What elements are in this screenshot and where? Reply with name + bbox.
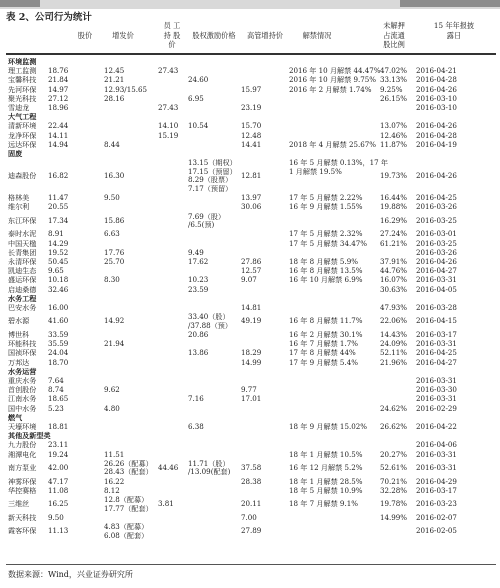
- unpledged-ratio: 19.73%: [380, 171, 408, 181]
- unpledged-ratio: 52.11%: [380, 348, 408, 358]
- company-name: 聚光科技: [8, 93, 37, 103]
- company-name: 三维丝: [8, 499, 30, 509]
- unpledged-ratio: 32.28%: [380, 485, 408, 495]
- report-date: 2016-03-25: [416, 238, 457, 248]
- employee-price: 27.43: [158, 66, 179, 76]
- unpledged-ratio: 14.99%: [380, 512, 408, 522]
- stock-price: 17.34: [48, 215, 69, 225]
- stock-price: 18.81: [48, 422, 69, 431]
- unpledged-ratio: 70.21%: [380, 476, 408, 486]
- bottom-rule: [6, 564, 496, 565]
- unpledged-ratio: 24.09%: [380, 339, 408, 349]
- stock-price: 14.29: [48, 238, 69, 248]
- report-date: 2016-04-29: [416, 476, 457, 486]
- executive-price: 14.99: [241, 357, 262, 367]
- unpledged-ratio: 12.46%: [380, 130, 408, 140]
- unlock-info: 2016 年 10 月解禁 9.75%: [289, 75, 377, 85]
- table-row: [0, 405, 500, 414]
- section-label: 大气工程: [8, 112, 37, 122]
- report-date: 2016-03-17: [416, 485, 457, 495]
- top-bar-segment: [400, 0, 500, 7]
- issue-price: 4.80: [104, 403, 120, 413]
- executive-price: 7.00: [241, 512, 257, 522]
- section-label: 燃气: [8, 412, 23, 422]
- stock-price: 11.08: [48, 485, 69, 495]
- executive-price: 49.19: [241, 316, 262, 326]
- issue-price: 28.16: [104, 93, 125, 103]
- data-source: 数据来源：Wind，兴业证券研究所: [8, 570, 133, 579]
- company-name: 先河环保: [8, 84, 37, 94]
- executive-price: 12.81: [241, 171, 262, 181]
- unlock-info: 2016 年 2 月解禁 1.74%: [289, 84, 372, 94]
- table-row: [0, 451, 500, 460]
- stock-price: 18.70: [48, 357, 69, 367]
- incentive-price: 33.40（股） /37.88（预）: [188, 312, 232, 330]
- unpledged-ratio: 44.76%: [380, 266, 408, 276]
- company-name: 九力股份: [8, 440, 37, 450]
- unpledged-ratio: 24.62%: [380, 403, 408, 413]
- section-label: 其他及新型类: [8, 431, 51, 441]
- header-label: 员 工 持 股 价: [163, 21, 181, 49]
- stock-price: 20.55: [48, 202, 69, 212]
- unlock-info: 16 年 2 月解禁 30.1%: [289, 330, 363, 339]
- employee-price: 14.10: [158, 121, 179, 131]
- unlock-info: 2016 年 10 月解禁 44.47%: [289, 66, 381, 76]
- company-name: 长青集团: [8, 247, 37, 257]
- header-label: 股权激励价格: [192, 31, 236, 40]
- unlock-info: 18 年 1 月解禁 28.5%: [289, 476, 363, 486]
- stock-price: 8.74: [48, 385, 64, 395]
- header-label: 未解押 占流通 股比例: [383, 21, 405, 49]
- stock-price: 22.44: [48, 121, 69, 131]
- section-label: 环境监测: [8, 57, 37, 66]
- header-price: [70, 31, 100, 41]
- unlock-info: 17 年 8 月解禁 44%: [289, 348, 356, 358]
- incentive-price: 17.62: [188, 257, 209, 266]
- header-label: 增发价: [112, 31, 134, 40]
- stock-price: 11.47: [48, 193, 69, 203]
- header-rule: [6, 53, 496, 55]
- section-label: 水务运营: [8, 366, 37, 376]
- company-name: 新天科技: [8, 512, 37, 522]
- header-executive-price: [240, 31, 290, 41]
- table-row: [0, 304, 500, 313]
- report-date: 2016-04-06: [416, 440, 457, 450]
- report-date: 2016-04-26: [416, 171, 457, 181]
- unlock-info: 16 年 10 月解禁 6.9%: [289, 275, 363, 285]
- stock-price: 10.18: [48, 275, 69, 285]
- table-row: [0, 359, 500, 368]
- incentive-price: 10.23: [188, 275, 209, 285]
- report-date: 2016-03-31: [416, 394, 457, 404]
- stock-price: 16.00: [48, 303, 69, 312]
- stock-price: 47.17: [48, 476, 69, 486]
- unpledged-ratio: 26.62%: [380, 422, 408, 431]
- unpledged-ratio: 19.88%: [380, 202, 408, 212]
- unlock-info: 18 年 8 月解禁 5.9%: [289, 257, 358, 266]
- report-date: 2016-03-31: [416, 449, 457, 459]
- issue-price: 15.86: [104, 215, 125, 225]
- table-row: [0, 141, 500, 150]
- unlock-info: 18 年 1 月解禁 10.5%: [289, 449, 363, 459]
- table-row: [0, 496, 500, 514]
- table-row: [0, 203, 500, 212]
- executive-price: 15.97: [241, 84, 262, 94]
- company-name: 格林美: [8, 193, 30, 203]
- unlock-info: 16 年 9 月解禁 1.55%: [289, 202, 363, 212]
- unpledged-ratio: 16.07%: [380, 275, 408, 285]
- company-name: 霞客环保: [8, 526, 37, 536]
- stock-price: 5.23: [48, 403, 64, 413]
- unlock-info: 17 年 5 月解禁 34.47%: [289, 238, 367, 248]
- table-row: [0, 514, 500, 523]
- stock-price: 24.04: [48, 348, 69, 358]
- report-date: 2016-03-01: [416, 229, 457, 239]
- issue-price: 25.70: [104, 257, 125, 266]
- unlock-info: 16 年 5 月解禁 0.13%，17 年 1 月解禁 19.5%: [289, 158, 388, 176]
- employee-price: 27.43: [158, 103, 179, 112]
- unpledged-ratio: 16.29%: [380, 215, 408, 225]
- issue-price: 16.22: [104, 476, 125, 486]
- executive-price: 17.01: [241, 394, 262, 404]
- stock-price: 18.76: [48, 66, 69, 76]
- issue-price: 11.51: [104, 449, 125, 459]
- stock-price: 50.45: [48, 257, 69, 266]
- report-date: 2016-04-21: [416, 66, 457, 76]
- issue-price: 4.83（配募） 6.08（配套）: [104, 522, 149, 540]
- employee-price: 44.46: [158, 463, 179, 473]
- executive-price: 12.57: [241, 266, 262, 276]
- company-name: 宝馨科技: [8, 75, 37, 85]
- incentive-price: 7.16: [188, 394, 204, 404]
- report-date: 2016-02-29: [416, 403, 457, 413]
- report-date: 2016-04-26: [416, 257, 457, 266]
- unlock-info: 16 年 7 月解禁 1.7%: [289, 339, 358, 349]
- unlock-info: 17 年 5 月解禁 2.22%: [289, 193, 363, 203]
- report-date: 2016-04-26: [416, 84, 457, 94]
- unpledged-ratio: 13.07%: [380, 121, 408, 131]
- table-row: [0, 213, 500, 231]
- issue-price: 21.94: [104, 339, 125, 349]
- unlock-info: 18 年 7 月解禁 9.1%: [289, 499, 358, 509]
- issue-price: 14.92: [104, 316, 125, 326]
- unlock-info: 17 年 5 月解禁 2.32%: [289, 229, 363, 239]
- stock-price: 18.65: [48, 394, 69, 404]
- executive-price: 14.81: [241, 303, 262, 312]
- unlock-info: 16 年 12 月解禁 5.2%: [289, 463, 363, 473]
- company-name: 雪迪龙: [8, 103, 30, 112]
- unpledged-ratio: 9.25%: [380, 84, 403, 94]
- company-name: 首创股份: [8, 385, 37, 395]
- company-name: 龙净环保: [8, 130, 37, 140]
- top-bar: [0, 0, 500, 9]
- executive-price: 23.19: [241, 103, 262, 112]
- header-label: 15 年年报披 露日: [433, 21, 475, 40]
- report-date: 2016-04-26: [416, 121, 457, 131]
- stock-price: 9.65: [48, 266, 64, 276]
- report-date: 2016-03-31: [416, 376, 457, 385]
- issue-price: 16.30: [104, 171, 125, 181]
- unpledged-ratio: 16.44%: [380, 193, 408, 203]
- table-row: [0, 313, 500, 331]
- unlock-info: 2018 年 4 月解禁 25.67%: [289, 139, 377, 149]
- executive-price: 9.07: [241, 275, 257, 285]
- table-row: [0, 159, 500, 194]
- report-date: 2016-03-10: [416, 93, 457, 103]
- company-name: 凯迪生态: [8, 266, 37, 276]
- stock-price: 9.50: [48, 512, 64, 522]
- executive-price: 14.41: [241, 139, 262, 149]
- report-date: 2016-03-30: [416, 385, 457, 395]
- section-label: 水务工程: [8, 293, 37, 303]
- report-date: 2016-02-05: [416, 526, 457, 536]
- stock-price: 35.59: [48, 339, 69, 349]
- company-name: 盛运环保: [8, 275, 37, 285]
- unpledged-ratio: 30.63%: [380, 284, 408, 294]
- table-row: [0, 423, 500, 432]
- unpledged-ratio: 37.91%: [380, 257, 408, 266]
- stock-price: 16.25: [48, 499, 69, 509]
- report-date: 2016-04-27: [416, 266, 457, 276]
- section-label: 固废: [8, 149, 23, 158]
- report-date: 2016-03-31: [416, 463, 457, 473]
- incentive-price: 13.15（期权） 17.15（预留） 8.29（股票） 7.17（预留）: [188, 158, 237, 193]
- company-name: 迪森股份: [8, 171, 37, 181]
- stock-price: 14.94: [48, 139, 69, 149]
- stock-price: 23.11: [48, 440, 69, 450]
- stock-price: 7.64: [48, 376, 64, 385]
- table-title: 表 2、公司行为统计: [6, 12, 92, 23]
- report-date: 2016-02-07: [416, 512, 457, 522]
- issue-price: 12.8（配募） 17.77（配套）: [104, 495, 153, 513]
- stock-price: 14.97: [48, 84, 69, 94]
- report-date: 2016-03-26: [416, 247, 457, 257]
- issue-price: 12.93/15.65: [104, 84, 148, 94]
- incentive-price: 11.71（股） /13.09(配套): [188, 458, 231, 477]
- unpledged-ratio: 47.02%: [380, 66, 408, 76]
- report-date: 2016-03-17: [416, 330, 457, 339]
- stock-price: 21.84: [48, 75, 69, 85]
- incentive-price: 24.60: [188, 75, 209, 85]
- table-row: [0, 104, 500, 113]
- stock-price: 41.60: [48, 316, 69, 326]
- executive-price: 15.70: [241, 121, 262, 131]
- company-name: 远达环保: [8, 139, 37, 149]
- section-row: [0, 150, 500, 159]
- stock-price: 42.00: [48, 463, 69, 473]
- issue-price: 21.21: [104, 75, 125, 85]
- company-name: 维尔利: [8, 202, 30, 212]
- company-name: 环能科技: [8, 339, 37, 349]
- header-label: 股价: [77, 31, 93, 40]
- unpledged-ratio: 14.43%: [380, 330, 408, 339]
- stock-price: 16.82: [48, 171, 69, 181]
- issue-price: 17.76: [104, 247, 125, 257]
- incentive-price: 7.69（股） /6.5(预): [188, 211, 226, 230]
- employee-price: 3.81: [158, 499, 174, 509]
- report-date: 2016-03-23: [416, 499, 457, 509]
- issue-price: 9.50: [104, 193, 120, 203]
- executive-price: 28.38: [241, 476, 262, 486]
- executive-price: 27.89: [241, 526, 262, 536]
- report-date: 2016-04-25: [416, 348, 457, 358]
- stock-price: 19.24: [48, 449, 69, 459]
- issue-price: 9.62: [104, 385, 120, 395]
- table-row: [0, 523, 500, 541]
- issue-price: 26.26（配募） 28.43（配套）: [104, 458, 153, 477]
- unpledged-ratio: 19.78%: [380, 499, 408, 509]
- unlock-info: 18 年 5 月解禁 10.9%: [289, 485, 363, 495]
- incentive-price: 23.59: [188, 284, 209, 294]
- stock-price: 32.46: [48, 284, 69, 294]
- table-row: [0, 460, 500, 478]
- header-unlock: [288, 31, 346, 41]
- header-unpledged-ratio: [375, 21, 413, 50]
- unlock-info: 16 年 8 月解禁 13.5%: [289, 266, 363, 276]
- unpledged-ratio: 61.21%: [380, 238, 408, 248]
- header-issue-price: [103, 31, 143, 41]
- header-incentive-price: [188, 31, 240, 41]
- stock-price: 33.59: [48, 330, 69, 339]
- unpledged-ratio: 21.96%: [380, 357, 408, 367]
- unpledged-ratio: 47.93%: [380, 303, 408, 312]
- unpledged-ratio: 52.61%: [380, 463, 408, 473]
- company-name: 华控赛格: [8, 485, 37, 495]
- company-name: 启迪桑德: [8, 284, 37, 294]
- executive-price: 12.48: [241, 130, 262, 140]
- issue-price: 12.45: [104, 66, 125, 76]
- executive-price: 18.29: [241, 348, 262, 358]
- unlock-info: 17 年 9 月解禁 5.4%: [289, 357, 358, 367]
- stock-price: 11.13: [48, 526, 69, 536]
- company-name: 国中水务: [8, 403, 37, 413]
- unpledged-ratio: 11.87%: [380, 139, 408, 149]
- company-name: 天壕环境: [8, 422, 37, 431]
- company-name: 东江环保: [8, 215, 37, 225]
- stock-price: 8.91: [48, 229, 64, 239]
- header-label: 高管增持价: [247, 31, 283, 40]
- company-name: 巴安水务: [8, 303, 37, 312]
- executive-price: 13.97: [241, 193, 262, 203]
- table-row: [0, 286, 500, 295]
- incentive-price: 6.95: [188, 93, 204, 103]
- issue-price: 8.12: [104, 485, 120, 495]
- company-name: 中国天楹: [8, 238, 37, 248]
- header-employee-price: [158, 21, 186, 50]
- stock-price: 18.96: [48, 103, 69, 112]
- incentive-price: 6.38: [188, 422, 204, 431]
- report-date: 2016-04-19: [416, 139, 457, 149]
- report-date: 2016-04-22: [416, 422, 457, 431]
- report-date: 2016-04-25: [416, 193, 457, 203]
- stock-price: 27.12: [48, 93, 69, 103]
- incentive-price: 13.86: [188, 348, 209, 358]
- incentive-price: 9.49: [188, 247, 204, 257]
- report-date: 2016-03-10: [416, 103, 457, 112]
- report-date: 2016-04-05: [416, 284, 457, 294]
- stock-price: 19.52: [48, 247, 69, 257]
- report-date: 2016-03-31: [416, 275, 457, 285]
- report-date: 2016-03-26: [416, 202, 457, 212]
- header-report-date: [414, 21, 494, 40]
- company-name: 万邦达: [8, 357, 30, 367]
- company-name: 国祯环保: [8, 348, 37, 358]
- report-date: 2016-04-28: [416, 75, 457, 85]
- company-name: 清新环境: [8, 121, 37, 131]
- executive-price: 20.11: [241, 499, 262, 509]
- report-date: 2016-04-28: [416, 130, 457, 140]
- company-name: 重庆水务: [8, 376, 37, 385]
- report-date: 2016-03-31: [416, 339, 457, 349]
- executive-price: 27.86: [241, 257, 262, 266]
- issue-price: 8.30: [104, 275, 120, 285]
- report-date: 2016-03-28: [416, 303, 457, 312]
- stock-price: 14.11: [48, 130, 69, 140]
- incentive-price: 10.54: [188, 121, 209, 131]
- report-date: 2016-03-25: [416, 215, 457, 225]
- executive-price: 30.06: [241, 202, 262, 212]
- unpledged-ratio: 27.24%: [380, 229, 408, 239]
- top-bar-segment: [0, 0, 40, 7]
- report-date: 2016-04-27: [416, 357, 457, 367]
- report-date: 2016-04-15: [416, 316, 457, 326]
- company-name: 永清环保: [8, 257, 37, 266]
- executive-price: 9.77: [241, 385, 257, 395]
- table-row: [0, 487, 500, 496]
- company-name: 泰时水泥: [8, 229, 37, 239]
- unpledged-ratio: 33.13%: [380, 75, 408, 85]
- unpledged-ratio: 20.27%: [380, 449, 408, 459]
- company-name: 理工监测: [8, 66, 37, 76]
- issue-price: 6.63: [104, 229, 120, 239]
- issue-price: 8.44: [104, 139, 120, 149]
- incentive-price: 20.86: [188, 330, 209, 339]
- unpledged-ratio: 26.15%: [380, 93, 408, 103]
- company-name: 湘潭电化: [8, 449, 37, 459]
- unlock-info: 16 年 8 月解禁 11.7%: [289, 316, 363, 326]
- company-name: 南方泵业: [8, 463, 37, 473]
- company-name: 碧水源: [8, 316, 30, 326]
- employee-price: 15.19: [158, 130, 179, 140]
- executive-price: 37.58: [241, 463, 262, 473]
- unlock-info: 18 年 9 月解禁 15.02%: [289, 422, 367, 431]
- company-name: 江南水务: [8, 394, 37, 404]
- company-name: 博世科: [8, 330, 30, 339]
- unpledged-ratio: 22.06%: [380, 316, 408, 326]
- header-label: 解禁情况: [302, 31, 332, 40]
- company-name: 神雾环保: [8, 476, 37, 486]
